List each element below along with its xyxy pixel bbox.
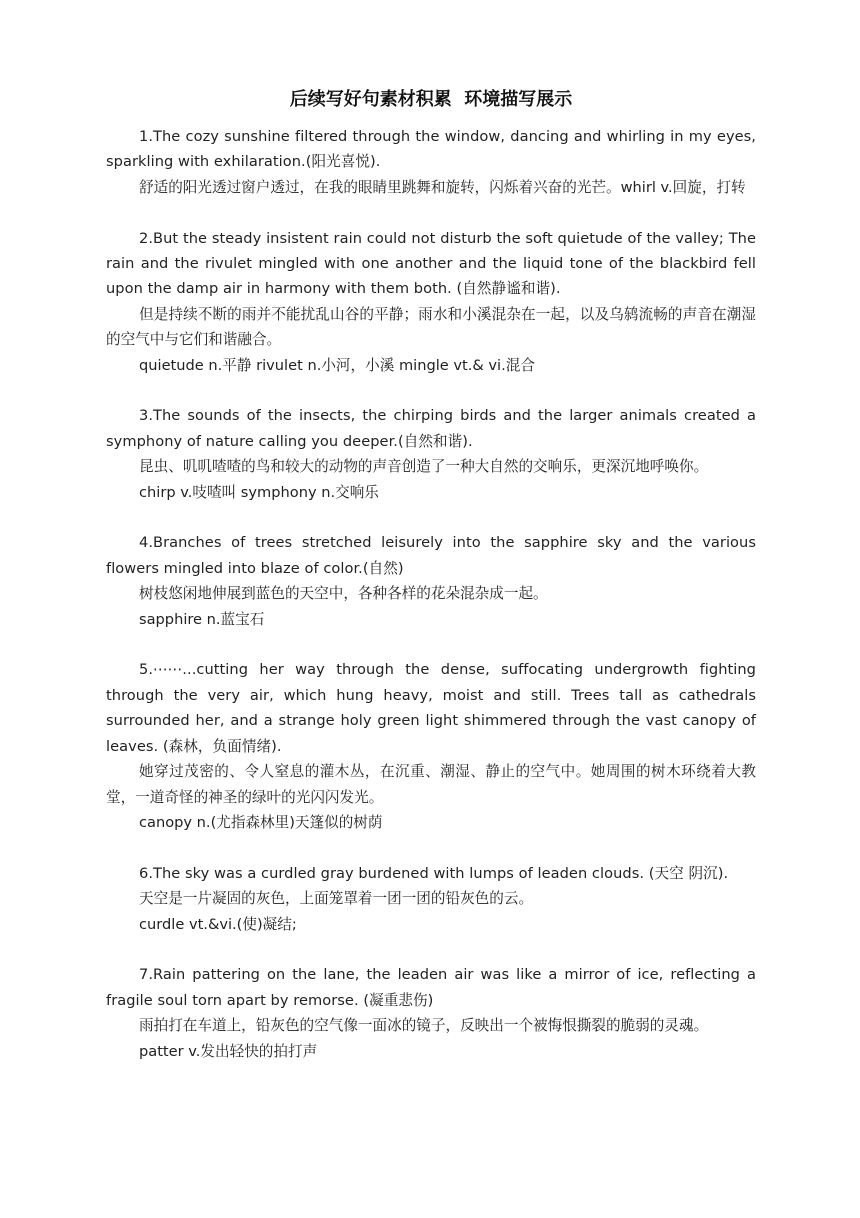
item-1 [106, 124, 756, 200]
item-vocab: curdle vt.&vi.(使)凝结; [139, 915, 297, 933]
item-vocab: quietude n.平静 rivulet n.小河，小溪 mingle vt.& vi.混合 [139, 356, 535, 374]
item-english: 5.⋯⋯...cutting her way through the dense, suffocating undergrowth fighting through the very air, which hung heavy, moist and still. Trees tall as cathedrals surrounded her, and a strange holy green light shimmered through the vast canopy of leaves. (森林，负面情绪). [106, 661, 756, 755]
blank-line [106, 505, 756, 530]
blank-line [106, 632, 756, 657]
item-chinese: 她穿过茂密的、令人窒息的灌木丛，在沉重、潮湿、静止的空气中。她周围的树木环绕着大教堂，一道奇怪的神圣的绿叶的光闪闪发光。 [106, 763, 756, 806]
item-english: 7.Rain pattering on the lane, the leaden air was like a mirror of ice, reflecting a fragile soul torn apart by remorse. (凝重悲伤) [106, 966, 756, 1009]
item-4 [106, 530, 756, 632]
item-3 [106, 403, 756, 505]
item-english: 1.The cozy sunshine filtered through the window, dancing and whirling in my eyes, sparkling with exhilaration.(阳光喜悦). [106, 128, 756, 171]
item-vocab: canopy n.(尤指森林里)天篷似的树荫 [139, 813, 383, 831]
blank-line [106, 200, 756, 225]
document-title: 后续写好句素材积累 环境描写展示 [289, 89, 573, 110]
item-6 [106, 861, 756, 937]
item-english: 2.But the steady insistent rain could not disturb the soft quietude of the valley; The rain and the rivulet mingled with one another and the liquid tone of the blackbird fell upon the damp air in harmony with them both. (自然静谧和谐). [106, 229, 756, 298]
item-chinese: 天空是一片凝固的灰色，上面笼罩着一团一团的铅灰色的云。 [139, 890, 534, 908]
item-english: 4.Branches of trees stretched leisurely into the sapphire sky and the various flowers mingled into blaze of color.(自然) [106, 534, 756, 577]
blank-line [106, 835, 756, 860]
document-page [106, 88, 756, 1064]
item-vocab: sapphire n.蓝宝石 [139, 610, 265, 628]
item-chinese: 树枝悠闲地伸展到蓝色的天空中，各种各样的花朵混杂成一起。 [139, 585, 548, 603]
item-chinese: 雨拍打在车道上，铅灰色的空气像一面冰的镜子，反映出一个被悔恨撕裂的脆弱的灵魂。 [139, 1017, 709, 1035]
item-chinese: 但是持续不断的雨并不能扰乱山谷的平静；雨水和小溪混杂在一起，以及乌鸫流畅的声音在潮湿的空气中与它们和谐融合。 [106, 305, 756, 349]
item-chinese: 昆虫、叽叽喳喳的鸟和较大的动物的声音创造了一种大自然的交响乐，更深沉地呼唤你。 [139, 458, 709, 476]
item-2 [106, 226, 756, 378]
item-chinese: 舒适的阳光透过窗户透过，在我的眼睛里跳舞和旋转，闪烁着兴奋的光芒。whirl v.回旋，打转 [139, 178, 746, 196]
item-vocab: chirp v.吱喳叫 symphony n.交响乐 [139, 483, 379, 501]
item-english: 3.The sounds of the insects, the chirping birds and the larger animals created a symphony of nature calling you deeper.(自然和谐). [106, 407, 756, 450]
item-vocab: patter v.发出轻快的拍打声 [139, 1042, 318, 1060]
item-english: 6.The sky was a curdled gray burdened with lumps of leaden clouds. (天空 阴沉). [139, 864, 729, 882]
item-7 [106, 962, 756, 1064]
item-5 [106, 657, 756, 835]
blank-line [106, 937, 756, 962]
blank-line [106, 378, 756, 403]
